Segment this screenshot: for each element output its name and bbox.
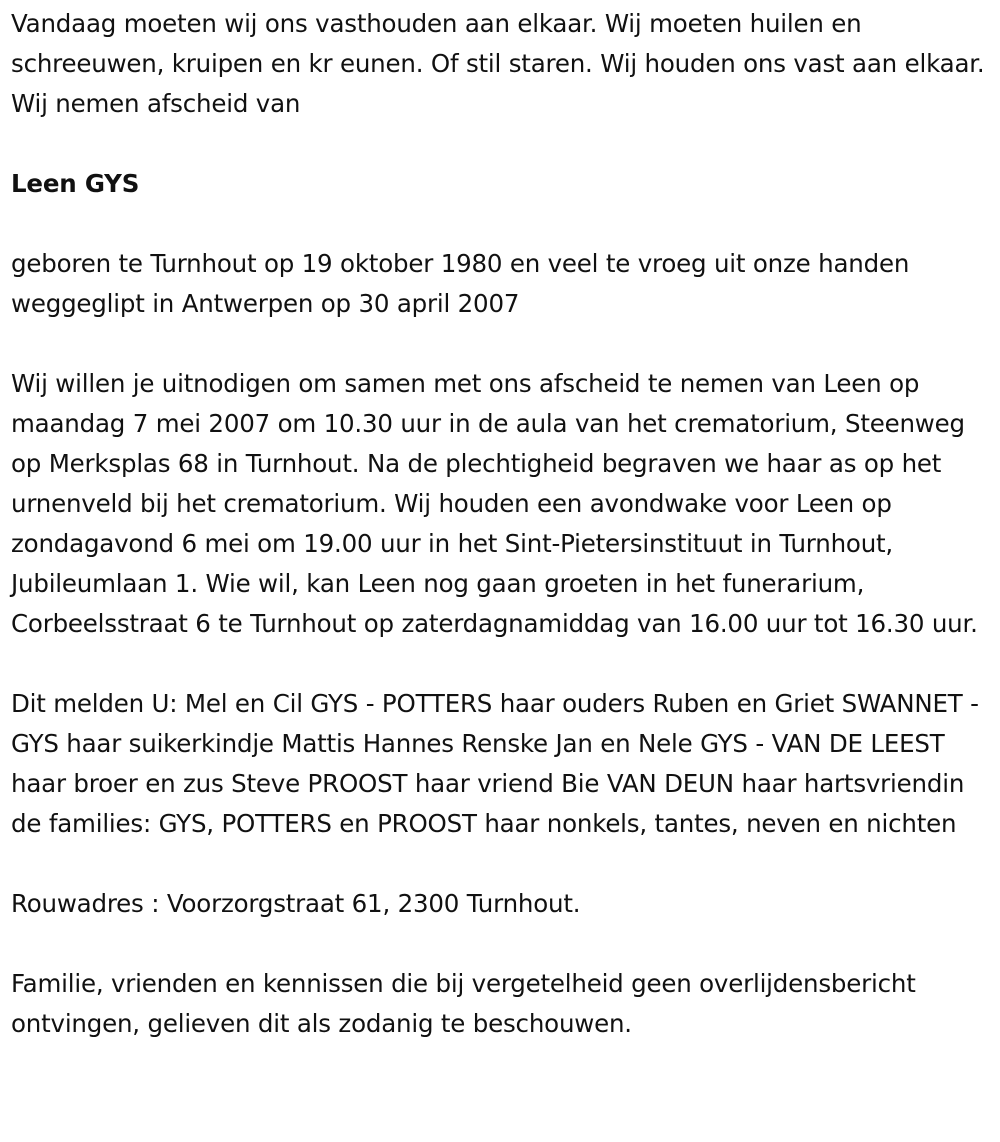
announced-by-paragraph: Dit melden U: Mel en Cil GYS - POTTERS haar ouders Ruben en Griet SWANNET - GYS haar suikerkindje Mattis Hannes Renske Jan en Nele GYS - VAN DE LEEST haar broer en zus Steve PROOST haar vriend Bie VAN DEUN haar hartsvriendin de families: GYS, POTTERS en PROOST haar nonkels, tantes, neven en nichten	[11, 689, 979, 838]
birth-death-paragraph: geboren te Turnhout op 19 oktober 1980 en veel te vroeg uit onze handen weggeglipt in Antwerpen op 30 april 2007	[11, 249, 910, 318]
intro-paragraph: Vandaag moeten wij ons vasthouden aan elkaar. Wij moeten huilen en schreeuwen, kruipen en kr eunen. Of stil staren. Wij houden ons vast aan elkaar. Wij nemen afscheid van	[11, 9, 985, 118]
mourning-address: Rouwadres : Voorzorgstraat 61, 2300 Turnhout.	[11, 889, 581, 918]
closing-paragraph: Familie, vrienden en kennissen die bij vergetelheid geen overlijdensbericht ontvingen, gelieven dit als zodanig te beschouwen.	[11, 969, 916, 1038]
invitation-paragraph: Wij willen je uitnodigen om samen met ons afscheid te nemen van Leen op maandag 7 mei 2007 om 10.30 uur in de aula van het crematorium, Steenweg op Merksplas 68 in Turnhout. Na de plechtigheid begraven we haar as op het urnenveld bij het crematorium. Wij houden een avondwake voor Leen op zondagavond 6 mei om 19.00 uur in het Sint-Pietersinstituut in Turnhout, Jubileumlaan 1. Wie wil, kan Leen nog gaan groeten in het funerarium, Corbeelsstraat 6 te Turnhout op zaterdagnamiddag van 16.00 uur tot 16.30 uur.	[11, 369, 978, 638]
deceased-name: Leen GYS	[11, 169, 140, 198]
